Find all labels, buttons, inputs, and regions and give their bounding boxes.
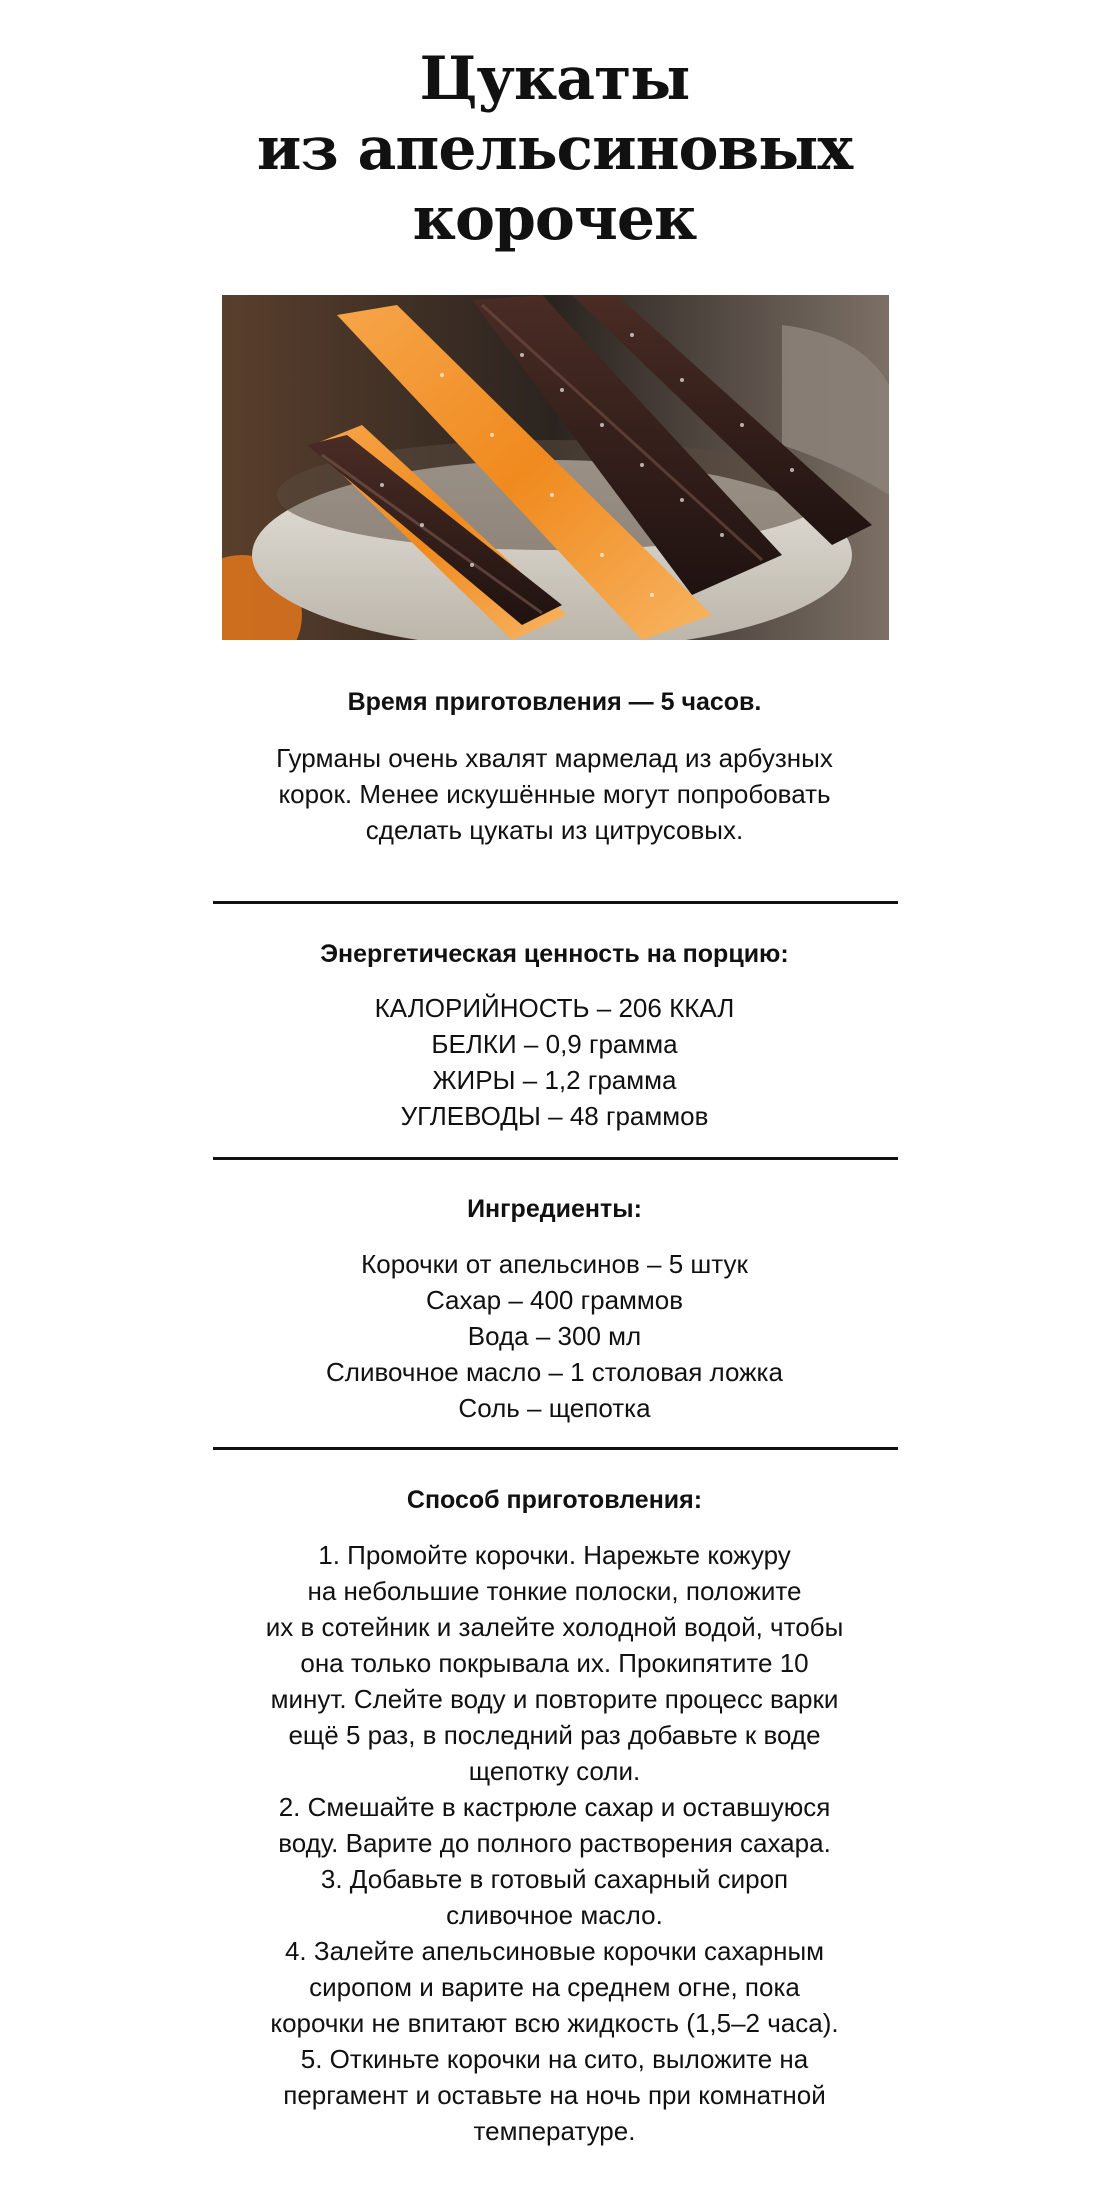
method-line: 1. Промойте корочки. Нарежьте кожуру bbox=[318, 1540, 791, 1570]
method-line: температуре. bbox=[473, 2116, 636, 2146]
nutrition-item: КАЛОРИЙНОСТЬ – 206 ККАЛ bbox=[374, 993, 735, 1023]
section-divider bbox=[213, 1447, 898, 1450]
method-line: ещё 5 раз, в последний раз добавьте к воде bbox=[288, 1720, 821, 1750]
candied-peel-illustration bbox=[222, 295, 889, 640]
title-line-1: Цукаты bbox=[419, 44, 690, 114]
nutrition-list bbox=[0, 990, 1109, 1134]
method-heading: Способ приготовления: bbox=[406, 1486, 703, 1514]
ingredient-item: Сахар – 400 граммов bbox=[425, 1285, 684, 1315]
ingredient-item: Соль – щепотка bbox=[458, 1393, 651, 1423]
method-line: 3. Добавьте в готовый сахарный сироп bbox=[320, 1864, 789, 1894]
ingredient-item: Вода – 300 мл bbox=[467, 1321, 642, 1351]
ingredient-item: Сливочное масло – 1 столовая ложка bbox=[326, 1357, 783, 1387]
method-line: минут. Слейте воду и повторите процесс варки bbox=[270, 1684, 839, 1714]
nutrition-item: ЖИРЫ – 1,2 грамма bbox=[432, 1065, 677, 1095]
ingredients-heading: Ингредиенты: bbox=[467, 1195, 642, 1223]
cooking-time-heading: Время приготовления — 5 часов. bbox=[347, 688, 762, 716]
page-title bbox=[0, 44, 1109, 254]
method-line: сливочное масло. bbox=[446, 1900, 663, 1930]
nutrition-item: УГЛЕВОДЫ – 48 граммов bbox=[400, 1101, 709, 1131]
method-line: сиропом и варите на среднем огне, пока bbox=[309, 1972, 800, 2002]
nutrition-item: БЕЛКИ – 0,9 грамма bbox=[431, 1029, 678, 1059]
title-line-3: корочек bbox=[412, 184, 697, 254]
nutrition-heading: Энергетическая ценность на порцию: bbox=[320, 940, 789, 968]
method-line: корочки не впитают всю жидкость (1,5–2 часа). bbox=[270, 2008, 839, 2038]
method-line: на небольшие тонкие полоски, положите bbox=[307, 1576, 802, 1606]
method-line: она только покрывала их. Прокипятите 10 bbox=[300, 1648, 809, 1678]
section-divider bbox=[213, 901, 898, 904]
method-steps bbox=[0, 1537, 1109, 2149]
ingredient-item: Корочки от апельсинов – 5 штук bbox=[361, 1249, 748, 1279]
intro-line: сделать цукаты из цитрусовых. bbox=[365, 815, 744, 845]
candied-peel-photo bbox=[222, 295, 889, 640]
method-line: 5. Откиньте корочки на сито, выложите на bbox=[300, 2044, 809, 2074]
method-line: пергамент и оставьте на ночь при комнатной bbox=[283, 2080, 826, 2110]
intro-line: корок. Менее искушённые могут попробовать bbox=[278, 779, 831, 809]
ingredients-list bbox=[0, 1246, 1109, 1426]
method-line: их в сотейник и залейте холодной водой, чтобы bbox=[265, 1612, 844, 1642]
intro-line: Гурманы очень хвалят мармелад из арбузных bbox=[276, 743, 833, 773]
title-line-2: из апельсиновых bbox=[256, 114, 853, 184]
method-line: щепотку соли. bbox=[468, 1756, 641, 1786]
method-line: 4. Залейте апельсиновые корочки сахарным bbox=[284, 1936, 825, 1966]
method-line: воду. Варите до полного растворения сахара. bbox=[278, 1828, 831, 1858]
section-divider bbox=[213, 1157, 898, 1160]
method-line: 2. Смешайте в кастрюле сахар и оставшуюся bbox=[278, 1792, 831, 1822]
intro-text bbox=[0, 740, 1109, 848]
